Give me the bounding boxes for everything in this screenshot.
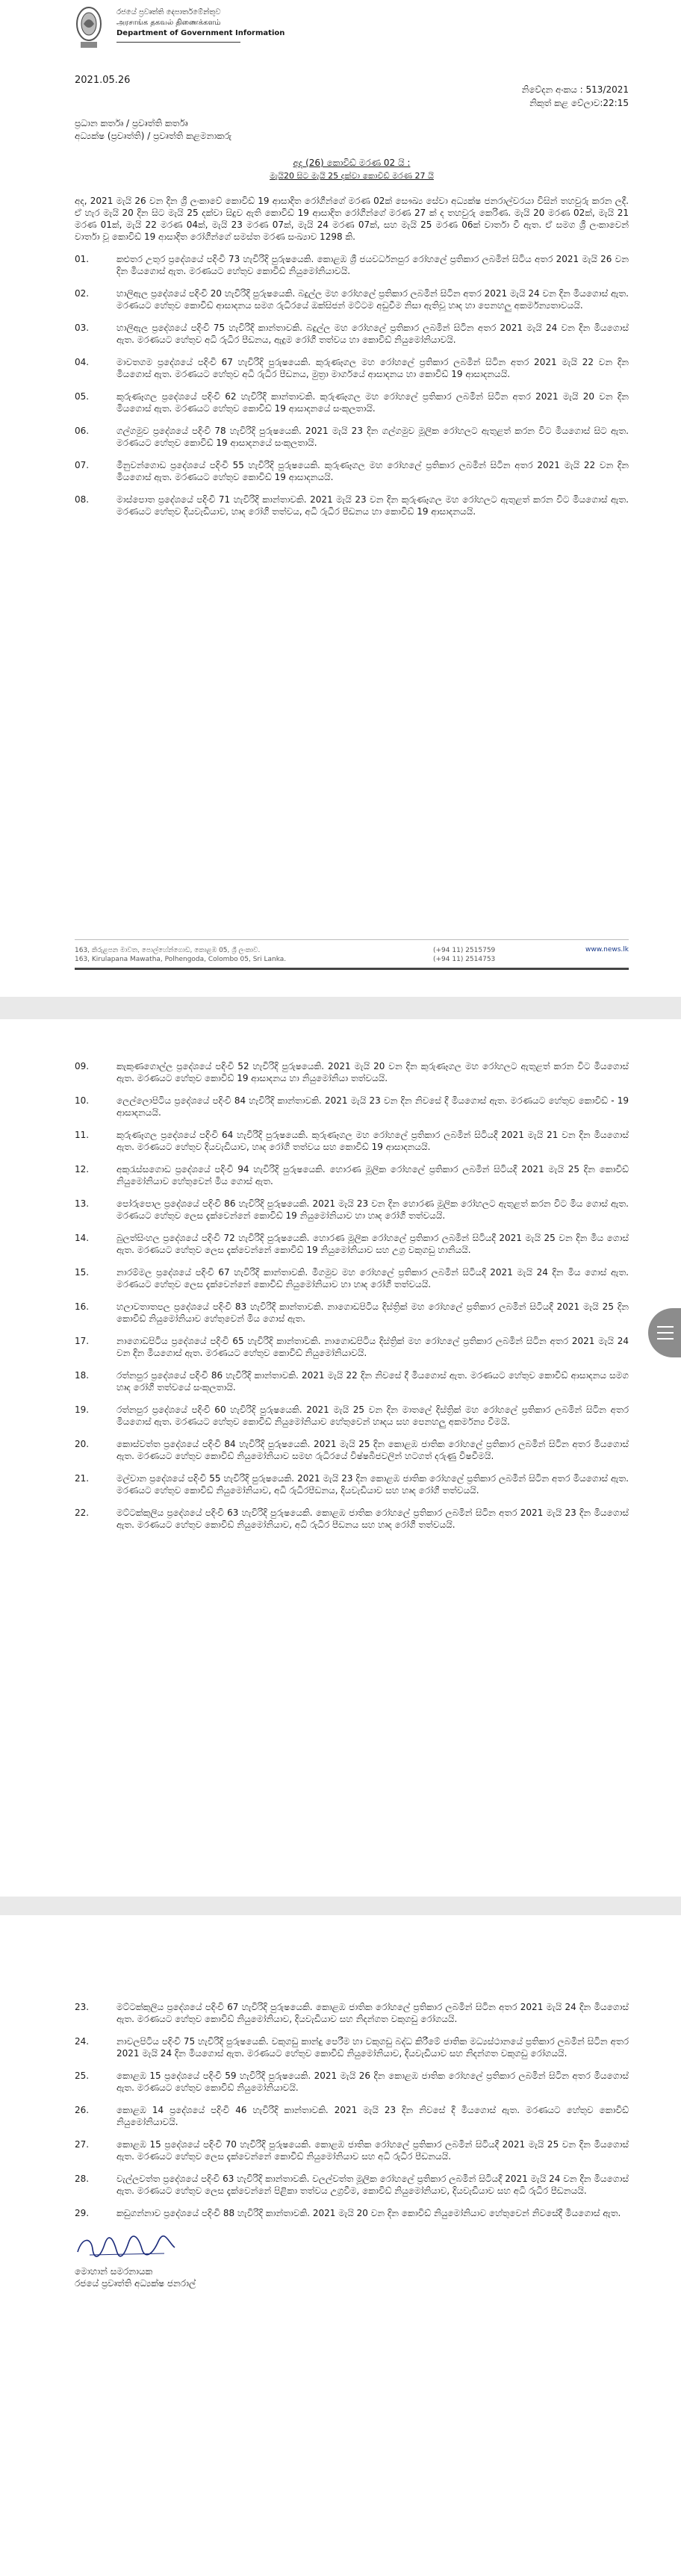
- death-list-item: [75, 2001, 629, 2025]
- department-name-english: Department of Government Information: [116, 29, 285, 37]
- item-number: 21.: [75, 1473, 90, 1484]
- addressee-line-1: ප්‍රධාන කර්තෘ / ප්‍රවෘත්ති කර්තෘ: [75, 118, 188, 128]
- footer-website[interactable]: www.news.lk: [585, 946, 629, 953]
- death-list-item: [75, 356, 629, 380]
- death-list-item: [75, 2104, 629, 2128]
- item-number: 20.: [75, 1439, 90, 1449]
- item-text: අකුරැස්සගොඩ ප්‍රදේශයේ පදිංචි 94 හැවිරිදි පුරුෂයෙකි. හොරණ මූලික රෝහලේ ප්‍රතිකාර ලබමින් සිටියදී 2021 මැයි 25 දින කොවිඩ් නියුමෝනියාව හේතුවෙන් මිය ගොස් ඇත.: [116, 1164, 629, 1186]
- item-number: 16.: [75, 1301, 90, 1312]
- item-number: 09.: [75, 1061, 90, 1071]
- death-list-item: [75, 1095, 629, 1119]
- item-number: 18.: [75, 1370, 90, 1381]
- footer-address-english: 163, Kirulapana Mawatha, Polhengoda, Colombo 05, Sri Lanka.: [75, 956, 287, 963]
- item-text: හාලිඇල ප්‍රදේශයේ පදිංචි 75 හැවිරිදි කාන්තාවකි. බදුල්ල මහ රෝහලේ ප්‍රතිකාර ලබමින් සිටින අතර 2021 මැයි 24 වන දින මියගොස් ඇත. මරණයට හේතුව අධි රුධිර පීඩනය, ඇදුම රෝගී තත්වය හා කොවිඩ් නියුමෝනියාවයි.: [116, 323, 629, 345]
- death-list-item: [75, 1266, 629, 1290]
- department-name: [116, 7, 284, 39]
- page-3: [0, 1915, 681, 2576]
- item-text: මල්වාන ප්‍රදේශයේ පදිංචි 55 හැවිරිදි පුරුෂයෙකි. 2021 මැයි 23 දින කොළඹ ජාතික රෝහලේ ප්‍රතිකාර ලබමින් සිටින අතර මියගොස් ඇත. මරණයට හේතුව කොවිඩ් නියුමෝනියාව, අධි රුධිරපීඩනය, දියවැඩියාව සහ හෘද රෝගී තත්වයයි.: [116, 1473, 629, 1496]
- item-text: බුලත්සිංහල ප්‍රදේශයේ පදිංචි 72 හැවිරිදි පුරුෂයෙකි. හොරණ මූලික රෝහලේ ප්‍රතිකාර ලබමින් සිටියදී 2021 මැයි 25 වන දින මිය ගොස් ඇත. මරණයට හේතුව ලෙස දැක්වෙන්නේ කොවිඩ් 19 නියුමෝනියාව සහ උග්‍ර වකුගඩු හානියයි.: [116, 1233, 629, 1255]
- death-list-page-2: [75, 1060, 629, 1531]
- item-text: නාවලපිටිය පදිංචි 75 හැවිරිදි පුරුෂයෙකි. වකුගඩු කාන්දු පෙරීම හා වකුගඩු බද්ධ කිරීමේ ජාතික මධ්‍යස්ථානයේ ප්‍රතිකාර ලබමින් සිටින අතර 2021 මැයි 24 දින මියගොස් ඇත. මරණයට හේතුව කොවිඩ් නියුමෝනියාව, දියවැඩියාව සහ නිදන්ගත වකුගඩු රෝගයයි.: [116, 2036, 629, 2059]
- death-list-item: [75, 2035, 629, 2059]
- item-number: 02.: [75, 288, 90, 299]
- scroll-handle-line: [657, 1326, 674, 1328]
- item-text: වැල්ලවත්ත ප්‍රදේශයේ පදිංචි 63 හැවිරිදි කාන්තාවකි. වලල්වත්ත මූලික රෝහලේ ප්‍රතිකාර ලබමින් සිටියදී 2021 මැයි 24 වන දින මියගොස් ඇත. මරණයට හේතුව ලෙස දැක්වෙන්නේ පිළිකා තත්වය උග්‍රවීම, කොවිඩ් නියුමෝනියාව, දියවැඩියාව සහ අධි රුධිර පීඩනයයි.: [116, 2174, 629, 2196]
- footer-fax: (+94 11) 2514753: [433, 956, 496, 963]
- item-text: හලාවතාතපල ප්‍රදේශයේ පදිංචි 83 හැවිරිදි කාන්තාවකි. නාගොඩපිටිය දිස්ත්‍රික් මහ රෝහලේ ප්‍රතිකාර ලබමින් සිටියදී 2021 මැයි 25 දින කොවිඩ් නියුමෝනියාව හේතුවෙන් මිය ගොස් ඇත.: [116, 1301, 629, 1324]
- death-list-item: [75, 1404, 629, 1428]
- item-number: 05.: [75, 391, 90, 402]
- death-list-item: [75, 2070, 629, 2094]
- department-name-tamil: அரசாங்க தகவல் திணைக்களம்: [116, 19, 221, 27]
- header-divider: [116, 42, 240, 43]
- item-text: ලෙල්ලොපිටිය ප්‍රදේශයේ පදිංචි 84 හැවිරිදි කාන්තාවකි. 2021 මැයි 23 වන දින නිවසේ දී මියගොස් ඇත. මරණයට හේතුව කොවිඩ් - 19 ආසාදනයයි.: [116, 1095, 629, 1118]
- sri-lanka-emblem-icon: [75, 4, 103, 51]
- item-text: හාලිඇල ප්‍රදේශයේ පදිංචි 20 හැවිරිදි පුරුෂයෙකි. බදුල්ල මහ රෝහලේ ප්‍රතිකාර ලබමින් සිටින අතර 2021 මැයි 24 වන දින මියගොස් ඇත. මරණයට හේතුව කොවිඩ් ආසාදනය සමග රුධිරයේ ඔක්සිජන් මට්ටම අඩුවීම නිසා ඇතිවූ හෘද හා පෙනහලු අකර්මන්‍යතාවයයි.: [116, 288, 629, 311]
- death-list-item: [75, 2173, 629, 2197]
- scroll-handle-line: [657, 1332, 674, 1334]
- item-text: කුරුණෑගල ප්‍රදේශයේ පදිංචි 64 හැවිරිදි පුරුෂයෙකි. කුරුණෑගල මහ රෝහලේ ප්‍රතිකාර ලබමින් සිටියදී 2021 මැයි 21 වන දින මියගොස් ඇත. මරණයට හේතුව දියවැඩියාව, හෘද රෝගී තත්වය සහ කොවිඩ් 19 ආසාදනයයි.: [116, 1130, 629, 1152]
- page-2: [0, 1019, 681, 1897]
- death-list-item: [75, 1438, 629, 1462]
- item-text: රත්නපුර ප්‍රදේශයේ පදිංචි 60 හැවිරිදි පුරුෂයෙකි. 2021 මැයි 25 වන දින මාතලේ දිස්ත්‍රික් මහ රෝහලේ ප්‍රතිකාර ලබමින් සිටින අතර මියගොස් ඇත. මරණයට හේතුව කොවිඩ් නියුමෝනියාව හේතුවෙන් හෘදය සහ පෙනහලු අකර්මන්‍ය වීමයි.: [116, 1404, 629, 1427]
- death-list-item: [75, 1369, 629, 1393]
- item-number: 07.: [75, 460, 90, 470]
- death-list-page-1: [75, 253, 629, 517]
- footer-phone: (+94 11) 2515759: [433, 947, 496, 954]
- item-text: මීනුවන්ගොඩ ප්‍රදේශයේ පදිංචි 55 හැවිරිදි පුරුෂයෙකි. කුරුණෑගල මහ රෝහලේ ප්‍රතිකාර ලබමින් සිටින අතර 2021 මැයි 22 වන දින මියගොස් ඇත. මරණයට හේතුව කොවිඩ් 19 ආසාදනයයි.: [116, 460, 629, 482]
- item-number: 08.: [75, 494, 90, 505]
- item-text: පෝරුපොල ප්‍රදේශයේ පදිංචි 86 හැවිරිදි පුරුෂයෙකි. 2021 මැයි 23 වන දින හොරණ මූලික රෝහලට ඇතුළත් කරන විට මිය ගොස් ඇත. මරණයට හේතුව ලෙස දැක්වෙන්නේ කොවිඩ් 19 නියුමෝනියාව හා හෘද රෝගී තත්වයයි.: [116, 1198, 629, 1221]
- item-number: 24.: [75, 2036, 90, 2047]
- release-number: නිවේදන අංකය : 513/2021: [521, 84, 629, 95]
- item-text: කුරුණෑගල ප්‍රදේශයේ පදිංචි 62 හැවිරිදි කාන්තාවකි. කුරුණෑගල මහ රෝහලේ ප්‍රතිකාර ලබමින් සිටින අතර 2021 මැයි 20 වන දින මියගොස් ඇත. මරණයට හේතුව කොවිඩ් 19 ආසාදනයේ සංකූලතායි.: [116, 391, 629, 414]
- item-number: 23.: [75, 2002, 90, 2012]
- death-list-item: [75, 1301, 629, 1325]
- item-number: 13.: [75, 1198, 90, 1209]
- item-number: 11.: [75, 1130, 90, 1140]
- item-number: 03.: [75, 323, 90, 333]
- department-name-sinhala: රජයේ ප්‍රවෘත්ති දෙපාර්තමේන්තුව: [116, 8, 221, 16]
- death-list-item: [75, 425, 629, 449]
- item-text: ගල්ගමුව ප්‍රදේශයේ පදිංචි 78 හැවිරිදි පුරුෂයෙකි. 2021 මැයි 23 දින ගල්ගමුව මූලික රෝහලට ඇතුළත් කරන විට මියගොස් සිට ඇත. මරණයට හේතුව කොවිඩ් 19 ආසාදනයේ සංකූලතායි.: [116, 426, 629, 448]
- death-list-item: [75, 2138, 629, 2162]
- item-text: නාගොඩපිටිය ප්‍රදේශයේ පදිංචි 65 හැවිරිදි කාන්තාවකි. නාගොඩපිටිය දිස්ත්‍රික් මහ රෝහලේ ප්‍රතිකාර ලබමින් සිටින අතර 2021 මැයි 24 වන දින මියගොස් ඇත. මරණයට හේතුව කොවිඩ් නියුමෝනියාවයි.: [116, 1336, 629, 1358]
- item-number: 06.: [75, 426, 90, 436]
- death-list-item: [75, 1060, 629, 1084]
- item-number: 26.: [75, 2105, 90, 2115]
- death-list-item: [75, 1232, 629, 1256]
- death-list-item: [75, 391, 629, 414]
- item-text: කඩුගන්නාව ප්‍රදේශයේ පදිංචි 88 හැවිරිදි කාන්තාවකි. 2021 මැයි 20 වන දින කොවිඩ් නියුමෝනියාව හේතුවෙන් නිවසේදී මියගොස් ඇත.: [116, 2208, 621, 2218]
- death-list-item: [75, 1507, 629, 1531]
- item-text: කැකුණගොල්ල ප්‍රදේශයේ පදිංචි 52 හැවිරිදි පුරුෂයෙකි. 2021 මැයි 20 වන දින කුරුණෑගල මහ රෝහලට ඇතුළත් කරන විට මියගොස් ඇත. මරණයට හේතුව කොවිඩ් 19 ආසාදනය හා නියුමෝනියා තත්වයයි.: [116, 1061, 629, 1083]
- release-time: නිකුත් කළ වේලාව:22:15: [529, 98, 629, 108]
- item-number: 22.: [75, 1508, 90, 1518]
- footer-address: [75, 946, 286, 964]
- item-text: කොළඹ 14 ප්‍රදේශයේ පදිංචි 46 හැවිරිදි කාන්තාවකි. 2021 මැයි 23 දින නිවසේ දී මියගොස් ඇත. මරණයට හේතුව කොවිඩ් නියුමෝනියාවයි.: [116, 2105, 629, 2127]
- death-list-page-3: [75, 2001, 629, 2219]
- title-line-1: අද (26) කොවිඩ් මරණ 02 යි :: [293, 158, 411, 168]
- item-number: 04.: [75, 357, 90, 367]
- death-list-item: [75, 1335, 629, 1359]
- signature-block: [75, 2233, 629, 2289]
- item-text: කොස්වත්ත ප්‍රදේශයේ පදිංචි 84 හැවිරිදි පුරුෂයෙකි. 2021 මැයි 25 දින කොළඹ ජාතික රෝහලේ ප්‍රතිකාර ලබමින් සිටින අතර මියගොස් ඇත. මරණයට හේතුව කොවිඩ් නියුමෝනියාව සමඟ රුධිරයේ විෂ්ෂබීජවලින් හටගත් දරුණු විෂවීමයි.: [116, 1439, 629, 1461]
- death-list-item: [75, 2207, 629, 2219]
- item-number: 27.: [75, 2139, 90, 2150]
- item-number: 14.: [75, 1233, 90, 1243]
- item-number: 19.: [75, 1404, 90, 1415]
- death-list-item: [75, 1472, 629, 1496]
- footer-address-sinhala: 163, කිරුළපන මාවත, පොල්හේන්ගොඩ, කොළඹ 05, ශ්‍රී ලංකාව.: [75, 947, 261, 954]
- release-title: [75, 156, 629, 183]
- reference-block: [75, 83, 629, 110]
- item-number: 01.: [75, 254, 90, 264]
- addressees: [75, 117, 629, 143]
- item-text: නාරම්මල ප්‍රදේශයේ පදිංචි 67 හැවිරිදි කාන්තාවකි. මීගමුව මහ රෝහලේ ප්‍රතිකාර ලබමින් සිටියදී 2021 මැයි 24 දින මිය ගොස් ඇත. මරණයට හේතුව ලෙස දැක්වෙන්නේ කොවිඩ් නියුමෝනියාව හා හෘද රෝගී තත්වයයි.: [116, 1267, 629, 1289]
- page-1: [0, 0, 681, 997]
- item-text: කළුතර උතුර ප්‍රදේශයේ පදිංචි 73 හැවිරිදි පුරුෂයෙකි. කොළඹ ශ්‍රී ජයවර්ධනපුර රෝහලේ ප්‍රතිකාර ලබමින් සිටිය අතර 2021 මැයි 26 වන දින මියගොස් ඇත. මරණයට හේතුව කොවිඩ් නියුමෝනියාවයි.: [116, 254, 629, 276]
- intro-paragraph: අද, 2021 මැයි 26 වන දින ශ්‍රී ලංකාවේ කොවිඩ් 19 ආසාදිත රෝගීන්ගේ මරණ 02ක් සෞඛ්‍ය සේවා අධ්‍යක්ෂ ජනරාල්වරයා විසින් තහවුරු කරන ලදී. ඒ හැර මැයි 20 දින සිට මැයි 25 දක්වා සිදුව ඇති කොවිඩ් 19 ආසාදිත රෝගීන්ගේ මරණ 27 ක් ද තහවුරු කෙරිණ. මැයි 20 මරණ 02ක්, මැයි 21 මරණ 01ක්, මැයි 22 මරණ 04ක්, මැයි 23 මරණ 07ක්, මැයි 24 මරණ 07ක්, සහ මැයි 25 මරණ 06ක් වාර්තා වී ඇත. ඒ සමග ශ්‍රී ලංකාවෙන් වාර්තා වූ කොවිඩ් 19 ආසාදිත රෝගීන්ගේ සමස්ත මරණ සංඛ්‍යාව 1298 කි.: [75, 196, 629, 242]
- death-list-item: [75, 253, 629, 277]
- item-text: මට්ටක්කුලිය ප්‍රදේශයේ පදිංචි 67 හැවිරිදි පුරුෂයෙකි. කොළඹ ජාතික රෝහලේ ප්‍රතිකාර ලබමින් සිටින අතර 2021 මැයි 24 දින මියගොස් ඇත. මරණයට හේතුව කොවිඩ් නියුමෝනියාව, දියවැඩියාව සහ නිදන්ගත වකුගඩු රෝගයයි.: [116, 2002, 629, 2024]
- signature-icon: [75, 2233, 629, 2265]
- item-number: 29.: [75, 2208, 90, 2218]
- death-list-item: [75, 459, 629, 483]
- item-text: කොළඹ 15 ප්‍රදේශයේ පදිංචි 59 හැවිරිදි පුරුෂයෙකි. 2021 මැයි 26 දින කොළඹ ජාතික රෝහලේ ප්‍රතිකාර ලබමින් සිටින අතර මියගොස් ඇත. මරණයට හේතුව කොවිඩ් නියුමෝනියාවයි.: [116, 2071, 629, 2093]
- death-list-item: [75, 1198, 629, 1222]
- item-text: මට්ටක්කුලිය ප්‍රදේශයේ පදිංචි 63 හැවිරිදි පුරුෂයෙකි. කොළඹ ජාතික රෝහලේ ප්‍රතිකාර ලබමින් සිටින අතර 2021 මැයි 23 දින මියගොස් ඇත. මරණයට හේතුව කොවිඩ් නියුමෝනියාව, අධි රුධිර පීඩනය සහ හෘද රෝගී තත්වයයි.: [116, 1508, 629, 1530]
- footer-contact: [433, 946, 495, 964]
- item-number: 10.: [75, 1095, 90, 1106]
- item-text: රත්නපුර ප්‍රදේශයේ පදිංචි 86 හැවිරිදි කාන්තාවකි. 2021 මැයි 22 දින නිවසේ දී මියගොස් ඇත. මරණයට හේතුව කොවිඩ් ආසාදනය සමග හෘද රෝගී තත්වයේ සංකූලතායි.: [116, 1370, 629, 1393]
- item-number: 12.: [75, 1164, 90, 1175]
- death-list-item: [75, 1129, 629, 1153]
- page-footer: [75, 939, 629, 967]
- death-list-item: [75, 494, 629, 517]
- item-number: 28.: [75, 2174, 90, 2184]
- death-list-item: [75, 322, 629, 346]
- item-text: මාවතගම ප්‍රදේශයේ පදිංචි 67 හැවිරිදි පුරුෂයෙකි. කුරුණෑගල මහ රෝහලේ ප්‍රතිකාර ලබමින් සිටින අතර 2021 මැයි 22 වන දින මියගොස් ඇත. මරණයට හේතුව අධි රුධිර පීඩනය, මුත්‍රා මාර්ගයේ ආසාදනය හා කොවිඩ් 19 ආසාදනයයි.: [116, 357, 629, 379]
- signatory-designation: රජයේ ප්‍රවෘත්ති අධ්‍යක්ෂ ජනරාල්: [75, 2278, 196, 2289]
- item-text: කොළඹ 15 ප්‍රදේශයේ පදිංචි 70 හැවිරිදි පුරුෂයෙකි. කොළඹ ජාතික රෝහලේ ප්‍රතිකාර ලබමින් සිටියදී 2021 මැයි 25 වන දින මියගොස් ඇත. මරණයට හේතුව ලෙස දැක්වෙන්නේ කොවිඩ් නියුමෝනියාව සහ අධි රුධිර පීඩනයයි.: [116, 2139, 629, 2162]
- item-number: 15.: [75, 1267, 90, 1278]
- death-list-item: [75, 287, 629, 311]
- item-text: මාස්පොත ප්‍රදේශයේ පදිංචි 71 හැවිරිදි කාන්තාවකි. 2021 මැයි 23 වන දින කුරුණෑගල මහ රෝහලට ඇතුළත් කරන විට මියගොස් ඇත. මරණයට හේතුව දියවැඩියාව, හෘද රෝගී තත්වය, අධි රුධිර පීඩනය හා කොවිඩ් 19 ආසාදනයයි.: [116, 494, 629, 517]
- scroll-handle-line: [657, 1338, 674, 1340]
- title-line-2: මැයි20 සිට මැයි 25 දක්වා කොවිඩ් මරණ 27 යි: [270, 171, 434, 181]
- letterhead: [75, 0, 629, 69]
- death-list-item: [75, 1163, 629, 1187]
- item-number: 17.: [75, 1336, 90, 1346]
- addressee-line-2: අධ්‍යක්ෂ (ප්‍රවෘත්ති) / ප්‍රවෘත්ති කළමනාකරු: [75, 131, 232, 141]
- release-date: 2021.05.26: [75, 75, 131, 86]
- footer-bar: [75, 968, 629, 970]
- signatory-name: මොහාන් සමරනායක: [75, 2266, 153, 2277]
- item-number: 25.: [75, 2071, 90, 2081]
